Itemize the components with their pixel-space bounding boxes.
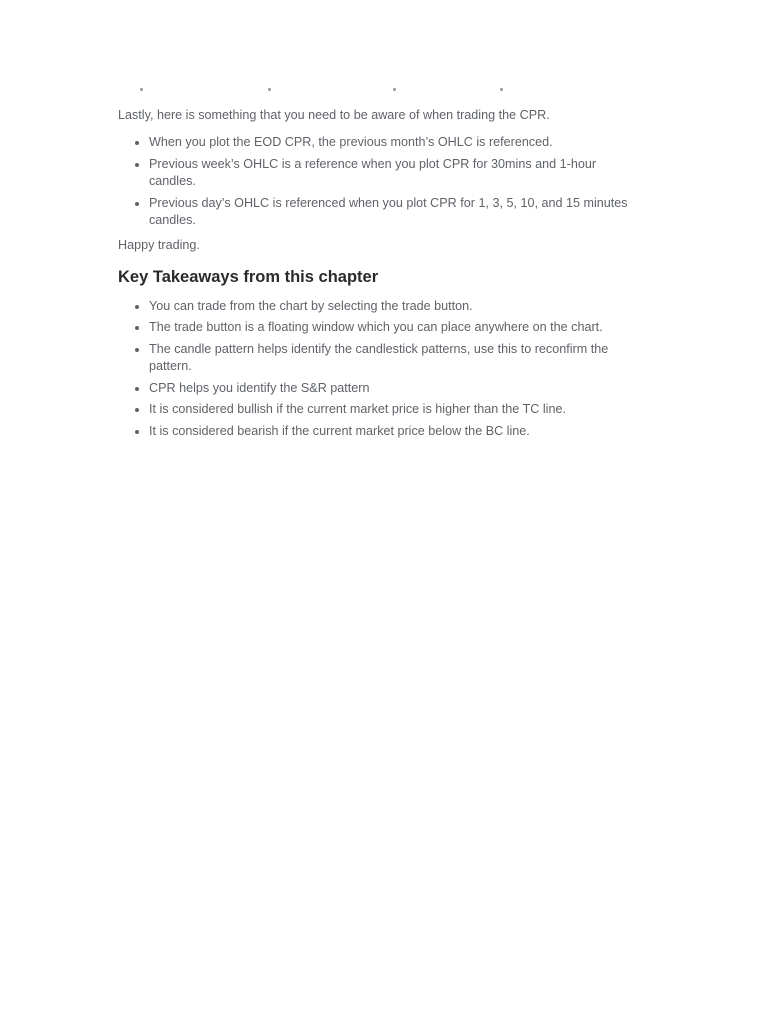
list-item-text: You can trade from the chart by selecting the trade button. <box>149 298 473 313</box>
list-item-text: It is considered bullish if the current market price is higher than the TC line. <box>149 402 566 416</box>
list-item-text: The trade button is a floating window which you can place anywhere on the chart. <box>149 320 603 334</box>
bullet-icon <box>135 326 139 330</box>
list-item-text: The candle pattern helps identify the candlestick patterns, use this to reconfirm the pattern. <box>149 341 609 373</box>
closing-paragraph: Happy trading. <box>118 237 200 252</box>
bullet-icon <box>135 408 139 412</box>
takeaways-list <box>118 298 638 441</box>
bullet-icon <box>135 163 139 167</box>
list-item-text: CPR helps you identify the S&R pattern <box>149 380 370 395</box>
clipped-text-line <box>118 86 518 92</box>
list-item <box>118 195 638 230</box>
list-item <box>118 380 638 398</box>
list-item-text: Previous day’s OHLC is referenced when you plot CPR for 1, 3, 5, 10, and 15 minutes candles. <box>149 195 628 227</box>
list-item <box>118 401 638 419</box>
section-title: Key Takeaways from this chapter <box>118 267 379 286</box>
bullet-icon <box>135 141 139 145</box>
bullet-icon <box>135 430 139 434</box>
bullet-icon <box>135 348 139 352</box>
bullet-icon <box>135 202 139 206</box>
intro-paragraph: Lastly, here is something that you need to be aware of when trading the CPR. <box>118 108 550 122</box>
article-body <box>118 106 638 444</box>
cpr-notes-list <box>118 134 638 230</box>
list-item <box>118 298 638 316</box>
list-item-text: It is considered bearish if the current market price below the BC line. <box>149 423 530 438</box>
list-item <box>118 423 638 441</box>
list-item <box>118 156 638 191</box>
bullet-icon <box>135 387 139 391</box>
list-item-text: When you plot the EOD CPR, the previous month’s OHLC is referenced. <box>149 135 553 149</box>
list-item <box>118 319 638 337</box>
list-item <box>118 134 638 152</box>
bullet-icon <box>135 305 139 309</box>
list-item-text: Previous week’s OHLC is a reference when you plot CPR for 30mins and 1-hour candles. <box>149 156 597 188</box>
list-item <box>118 341 638 376</box>
